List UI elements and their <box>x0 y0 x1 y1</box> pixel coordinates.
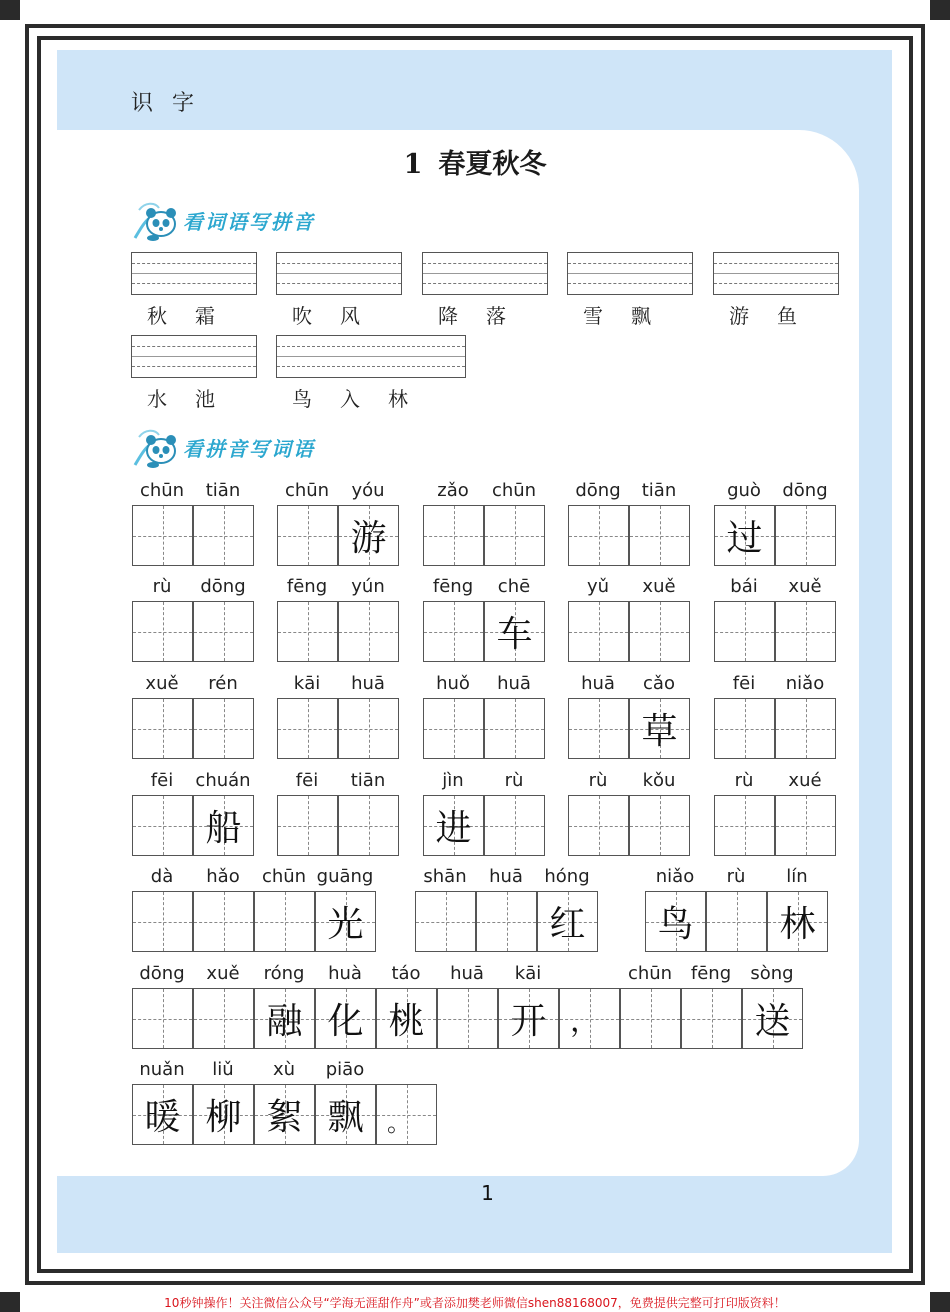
pinyin-label: tiān <box>205 480 241 501</box>
tianzige-cell[interactable] <box>767 891 828 952</box>
tianzige-cell[interactable] <box>376 1084 437 1145</box>
tianzige-cell[interactable] <box>132 1084 193 1145</box>
pinyin-label: shān <box>423 866 467 887</box>
pinyin-label: fēng <box>286 576 328 597</box>
pinyin-label: rù <box>152 576 172 597</box>
guide-line <box>132 263 256 264</box>
pinyin-answer-box[interactable] <box>713 252 839 295</box>
guide-line <box>714 273 838 274</box>
tianzige-cell[interactable] <box>775 698 836 759</box>
pinyin-label: tiān <box>350 770 386 791</box>
tianzige-cell[interactable] <box>254 988 315 1049</box>
tianzige-cell[interactable] <box>645 891 706 952</box>
tianzige-cell[interactable] <box>629 795 690 856</box>
guide-line <box>568 283 692 284</box>
guide-line <box>132 273 256 274</box>
pinyin-label: nuǎn <box>139 1059 185 1080</box>
tianzige-cell[interactable] <box>484 698 545 759</box>
guide-line <box>132 366 256 367</box>
given-character: 融 <box>266 1001 303 1042</box>
pinyin-label: chē <box>497 576 531 597</box>
tianzige-cell[interactable] <box>714 505 775 566</box>
guide-line <box>714 283 838 284</box>
tianzige-cell[interactable] <box>132 795 193 856</box>
tianzige-cell[interactable] <box>415 891 476 952</box>
tianzige-cell[interactable] <box>338 795 399 856</box>
vocab-word: 吹 风 <box>292 304 364 328</box>
given-character: 絮 <box>266 1097 303 1138</box>
tianzige-cell[interactable] <box>437 988 498 1049</box>
given-character: ， <box>570 1004 600 1039</box>
pinyin-label: huǒ <box>436 673 470 694</box>
given-character: 桃 <box>388 1001 425 1042</box>
tianzige-cell[interactable] <box>423 601 484 662</box>
pinyin-label: xuě <box>145 673 179 694</box>
tianzige-cell[interactable] <box>338 505 399 566</box>
pinyin-label: fēng <box>432 576 474 597</box>
pinyin-label: piāo <box>325 1059 365 1080</box>
tianzige-cell[interactable] <box>338 601 399 662</box>
pinyin-label: fēng <box>690 963 732 984</box>
pinyin-answer-box[interactable] <box>131 335 257 378</box>
given-character: 开 <box>510 1001 547 1042</box>
lesson-number: 1 <box>403 149 423 180</box>
tianzige-cell[interactable] <box>315 891 376 952</box>
pinyin-label: rén <box>208 673 238 694</box>
pinyin-label: huā <box>497 673 531 694</box>
given-character: 草 <box>641 711 678 752</box>
tianzige-cell[interactable] <box>277 795 338 856</box>
tianzige-cell[interactable] <box>132 601 193 662</box>
pinyin-label: guò <box>727 480 761 501</box>
pinyin-label: huā <box>581 673 615 694</box>
given-character: 进 <box>435 808 472 849</box>
tianzige-cell[interactable] <box>277 698 338 759</box>
tianzige-cell[interactable] <box>537 891 598 952</box>
guide-line <box>277 356 465 357</box>
given-character: 红 <box>549 904 586 945</box>
section-label: 看词语写拼音 <box>183 209 315 234</box>
tianzige-cell[interactable] <box>193 795 254 856</box>
pinyin-label: yóu <box>351 480 385 501</box>
guide-line <box>423 273 547 274</box>
tianzige-cell[interactable] <box>714 698 775 759</box>
tianzige-cell[interactable] <box>742 988 803 1049</box>
tianzige-cell[interactable] <box>423 795 484 856</box>
guide-line <box>423 283 547 284</box>
guide-line <box>568 273 692 274</box>
pinyin-label: chūn <box>491 480 537 501</box>
pinyin-label: rù <box>734 770 754 791</box>
pinyin-label: dà <box>150 866 174 887</box>
pinyin-label: bái <box>730 576 758 597</box>
given-character: 。 <box>387 1109 411 1137</box>
given-character: 过 <box>726 518 763 559</box>
pinyin-label: jìn <box>442 770 464 791</box>
tianzige-cell[interactable] <box>775 795 836 856</box>
guide-line <box>277 273 401 274</box>
tianzige-cell[interactable] <box>132 698 193 759</box>
footer-notice: 10秒钟操作！关注微信公众号“学海无涯甜作舟”或者添加樊老师微信shen88168007，免费提供完整可打印版资料！ <box>164 1296 786 1310</box>
pinyin-label: kǒu <box>642 770 676 791</box>
pinyin-label: xuě <box>642 576 676 597</box>
pinyin-label: xuě <box>788 576 822 597</box>
tianzige-cell[interactable] <box>338 698 399 759</box>
pinyin-label: liǔ <box>212 1059 234 1080</box>
pinyin-label: chūn <box>627 963 673 984</box>
guide-line <box>132 346 256 347</box>
pinyin-answer-box[interactable] <box>131 252 257 295</box>
tianzige-cell[interactable] <box>376 988 437 1049</box>
tianzige-cell[interactable] <box>681 988 742 1049</box>
tianzige-cell[interactable] <box>193 698 254 759</box>
given-character: 送 <box>754 1001 791 1042</box>
guide-line <box>277 283 401 284</box>
lesson-title <box>0 142 950 181</box>
pinyin-label: chūn <box>261 866 307 887</box>
pinyin-label: dōng <box>575 480 621 501</box>
vocab-word: 水 池 <box>147 387 219 411</box>
guide-line <box>423 263 547 264</box>
tianzige-cell[interactable] <box>193 601 254 662</box>
pinyin-label: niǎo <box>785 673 825 694</box>
vocab-word: 降 落 <box>438 304 510 328</box>
tianzige-cell[interactable] <box>714 795 775 856</box>
pinyin-label: fēi <box>295 770 319 791</box>
given-character: 游 <box>350 518 387 559</box>
page-number: 1 <box>481 1181 494 1205</box>
tianzige-cell[interactable] <box>277 601 338 662</box>
tianzige-cell[interactable] <box>629 505 690 566</box>
pinyin-label: sòng <box>750 963 794 984</box>
tianzige-cell[interactable] <box>498 988 559 1049</box>
pinyin-label: hǎo <box>206 866 240 887</box>
pinyin-label: guāng <box>316 866 374 887</box>
tianzige-cell[interactable] <box>423 505 484 566</box>
tianzige-cell[interactable] <box>193 891 254 952</box>
pinyin-label: rù <box>588 770 608 791</box>
section-header-write-words <box>131 425 315 469</box>
tianzige-cell[interactable] <box>193 988 254 1049</box>
pinyin-label: hóng <box>544 866 590 887</box>
pinyin-label: róng <box>263 963 305 984</box>
lesson-name: 春夏秋冬 <box>438 149 547 180</box>
pinyin-label: huà <box>328 963 362 984</box>
pinyin-label: fēi <box>150 770 174 791</box>
pinyin-label: chuán <box>195 770 251 791</box>
tianzige-cell[interactable] <box>568 505 629 566</box>
pinyin-label: kāi <box>514 963 542 984</box>
tianzige-cell[interactable] <box>476 891 537 952</box>
given-character: 飘 <box>327 1097 364 1138</box>
tianzige-cell[interactable] <box>277 505 338 566</box>
section-header-write-pinyin <box>131 198 315 242</box>
pinyin-label: rù <box>726 866 746 887</box>
vocab-word: 秋 霜 <box>147 304 219 328</box>
pinyin-label: cǎo <box>643 673 675 694</box>
pinyin-label: táo <box>391 963 421 984</box>
vocab-word: 雪 飘 <box>583 304 655 328</box>
pinyin-answer-box[interactable] <box>567 252 693 295</box>
given-character: 车 <box>496 614 533 655</box>
tianzige-cell[interactable] <box>193 505 254 566</box>
tianzige-cell[interactable] <box>193 1084 254 1145</box>
tianzige-cell[interactable] <box>629 698 690 759</box>
tianzige-cell[interactable] <box>423 698 484 759</box>
guide-line <box>132 283 256 284</box>
tianzige-cell[interactable] <box>132 891 193 952</box>
given-character: 暖 <box>144 1097 181 1138</box>
pinyin-label: yǔ <box>586 576 610 597</box>
tianzige-cell[interactable] <box>484 601 545 662</box>
pinyin-label: dōng <box>200 576 246 597</box>
given-character: 林 <box>779 904 816 945</box>
pinyin-label: rù <box>504 770 524 791</box>
panda-icon <box>131 425 181 469</box>
pinyin-label: chūn <box>284 480 330 501</box>
given-character: 光 <box>327 904 364 945</box>
tianzige-cell[interactable] <box>568 601 629 662</box>
panda-icon <box>131 198 181 242</box>
vocab-word: 鸟 入 林 <box>292 387 412 411</box>
guide-line <box>714 263 838 264</box>
unit-title: 识 字 <box>131 91 200 116</box>
pinyin-label: yún <box>351 576 385 597</box>
tianzige-cell[interactable] <box>132 505 193 566</box>
tianzige-cell[interactable] <box>132 988 193 1049</box>
pinyin-answer-box[interactable] <box>422 252 548 295</box>
pinyin-label: dōng <box>139 963 185 984</box>
tianzige-cell[interactable] <box>706 891 767 952</box>
given-character: 化 <box>327 1001 364 1042</box>
tianzige-cell[interactable] <box>775 601 836 662</box>
guide-line <box>277 346 465 347</box>
given-character: 柳 <box>205 1097 242 1138</box>
tianzige-cell[interactable] <box>315 1084 376 1145</box>
tianzige-cell[interactable] <box>254 891 315 952</box>
pinyin-label: lín <box>786 866 808 887</box>
guide-line <box>132 356 256 357</box>
given-character: 鸟 <box>657 904 694 945</box>
pinyin-label: niǎo <box>655 866 695 887</box>
tianzige-cell[interactable] <box>484 505 545 566</box>
guide-line <box>277 263 401 264</box>
pinyin-label: kāi <box>293 673 321 694</box>
tianzige-cell[interactable] <box>714 601 775 662</box>
tianzige-cell[interactable] <box>254 1084 315 1145</box>
tianzige-cell[interactable] <box>629 601 690 662</box>
pinyin-label: xuě <box>206 963 240 984</box>
vocab-word: 游 鱼 <box>729 304 801 328</box>
guide-line <box>568 263 692 264</box>
pinyin-label: dōng <box>782 480 828 501</box>
pinyin-label: huā <box>489 866 523 887</box>
pinyin-label: huā <box>450 963 484 984</box>
tianzige-cell[interactable] <box>775 505 836 566</box>
tianzige-cell[interactable] <box>484 795 545 856</box>
pinyin-label: huā <box>351 673 385 694</box>
tianzige-cell[interactable] <box>620 988 681 1049</box>
pinyin-label: xué <box>788 770 822 791</box>
pinyin-label: fēi <box>732 673 756 694</box>
pinyin-answer-box[interactable] <box>276 252 402 295</box>
given-character: 船 <box>205 808 242 849</box>
tianzige-cell[interactable] <box>315 988 376 1049</box>
pinyin-label: tiān <box>641 480 677 501</box>
pinyin-label: xù <box>272 1059 296 1080</box>
corner-mark-tl <box>0 0 20 20</box>
section-label: 看拼音写词语 <box>183 436 315 461</box>
pinyin-answer-box[interactable] <box>276 335 466 378</box>
corner-mark-tr <box>930 0 950 20</box>
pinyin-label: chūn <box>139 480 185 501</box>
pinyin-label: zǎo <box>437 480 469 501</box>
guide-line <box>277 366 465 367</box>
tianzige-cell[interactable] <box>568 795 629 856</box>
tianzige-cell[interactable] <box>568 698 629 759</box>
tianzige-cell[interactable] <box>559 988 620 1049</box>
